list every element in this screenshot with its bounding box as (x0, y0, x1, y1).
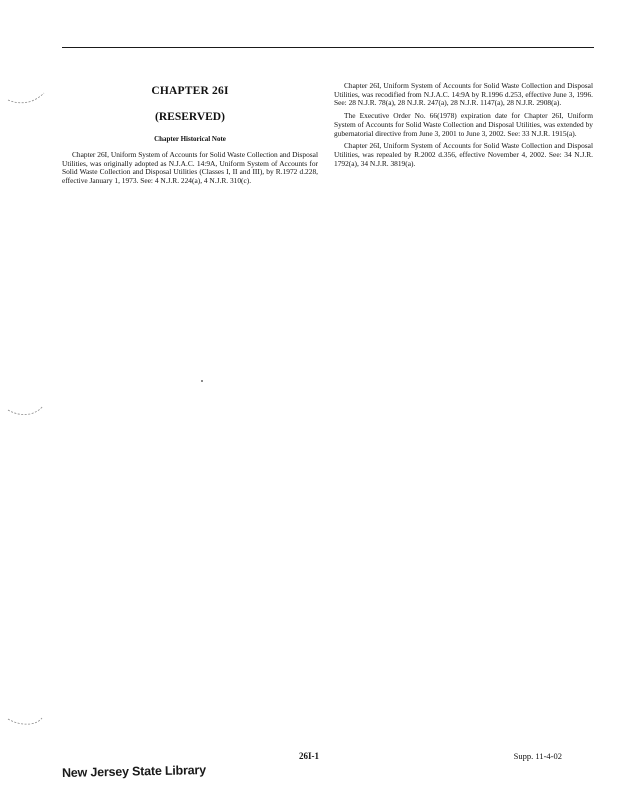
historical-note-heading: Chapter Historical Note (154, 135, 226, 143)
page-number: 26I-1 (299, 751, 319, 761)
left-column (62, 82, 318, 190)
supplement-date: Supp. 11-4-02 (513, 751, 562, 761)
binder-hole-mark (6, 714, 48, 728)
chapter-status: (RESERVED) (155, 111, 225, 123)
historical-note-paragraph: Chapter 26I, Uniform System of Accounts for Solid Waste Collection and Disposal Utilities, was recodified from N.J.A.C. 14:9A by R.1996 d.253, effective June 3, 1996. See: 28 N.J.R. 78(a), 28 N.J.R. 247(a), 28 N.J.R. 1147(a), 28 N.J.R. 2908(a). (334, 81, 593, 108)
binder-hole-mark (6, 404, 48, 418)
historical-note-paragraph: Chapter 26I, Uniform System of Accounts for Solid Waste Collection and Disposal Utilities, was originally adopted as N.J.A.C. 14:9A, Uniform System of Accounts for Solid Waste Collection and Disposal Utilities (Classes I, II and III), by R.1972 d.228, effective January 1, 1973. See: 4 N.J.R. 224(a), 4 N.J.R. 310(c). (62, 150, 318, 186)
header-rule (62, 47, 594, 48)
historical-note-paragraph: The Executive Order No. 66(1978) expiration date for Chapter 26I, Uniform System of Accounts for Solid Waste Collection and Disposal Utilities, was extended by gubernatorial directive from June 3, 2001 to June 3, 2002. See: 33 N.J.R. 1915(a). (334, 111, 593, 138)
chapter-title: CHAPTER 26I (151, 85, 229, 97)
historical-note-paragraph: Chapter 26I, Uniform System of Accounts for Solid Waste Collection and Disposal Utilities, was repealed by R.2002 d.356, effective November 4, 2002. See: 34 N.J.R. 1792(a), 34 N.J.R. 3819(a). (334, 141, 593, 168)
right-column (334, 82, 593, 172)
scan-speck (201, 380, 203, 382)
library-stamp: New Jersey State Library (61, 762, 207, 780)
binder-hole-mark (6, 92, 48, 106)
